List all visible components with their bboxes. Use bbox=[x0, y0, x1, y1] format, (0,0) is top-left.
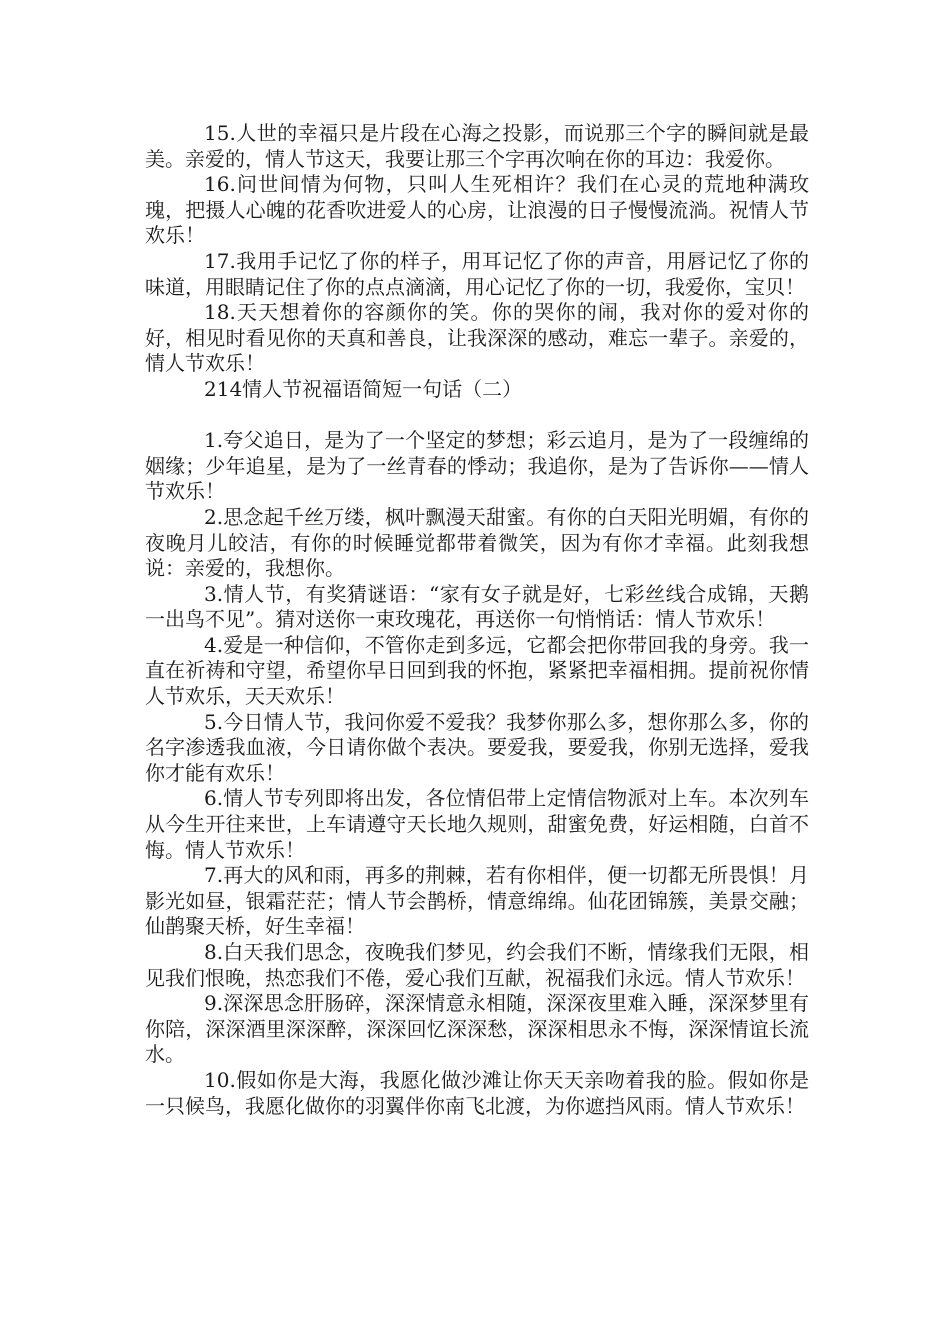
wish-item-2: 2.思念起千丝万缕，枫叶飘漫天甜蜜。有你的白天阳光明媚，有你的夜晚月儿皎洁，有你的时候睡觉都带着微笑，因为有你才幸福。此刻我想说：亲爱的，我想你。 bbox=[145, 504, 809, 581]
blank-line bbox=[145, 403, 809, 429]
wish-item-7: 7.再大的风和雨，再多的荆棘，若有你相伴，便一切都无所畏惧！月影光如昼，银霜茫茫；情人节会鹊桥，情意绵绵。仙花团锦簇，美景交融；仙鹊聚天桥，好生幸福！ bbox=[145, 863, 809, 939]
section-heading: 214情人节祝福语简短一句话（二） bbox=[204, 376, 523, 401]
wish-item-10: 10.假如你是大海，我愿化做沙滩让你天天亲吻着我的脸。假如你是一只候鸟，我愿化做你的羽翼伴你南飞北渡，为你遮挡风雨。情人节欢乐！ bbox=[145, 1067, 809, 1118]
wish-item-3: 3.情人节，有奖猜谜语：“家有女子就是好，七彩丝线合成锦，天鹅一出鸟不见”。猜对送你一束玫瑰花，再送你一句悄悄话：情人节欢乐！ bbox=[145, 581, 809, 632]
wish-item-17: 17.我用手记忆了你的样子，用耳记忆了你的声音，用唇记忆了你的味道，用眼睛记住了你的点点滴滴，用心记忆了你的一切，我爱你，宝贝！ bbox=[145, 248, 809, 299]
wish-item-4: 4.爱是一种信仰，不管你走到多远，它都会把你带回我的身旁。我一直在祈祷和守望，希望你早日回到我的怀抱，紧紧把幸福相拥。提前祝你情人节欢乐，天天欢乐！ bbox=[145, 632, 809, 709]
wish-item-18: 18.天天想着你的容颜你的笑。你的哭你的闹，我对你的爱对你的好，相见时看见你的天真和善良，让我深深的感动，难忘一辈子。亲爱的，情人节欢乐！ bbox=[145, 300, 809, 376]
wish-item-16: 16.问世间情为何物，只叫人生死相许？我们在心灵的荒地种满玫瑰，把摄人心魄的花香吹进爱人的心房，让浪漫的日子慢慢流淌。祝情人节欢乐！ bbox=[145, 172, 809, 248]
document-body bbox=[145, 121, 809, 1119]
wish-item-5: 5.今日情人节，我问你爱不爱我？我梦你那么多，想你那么多，你的名字渗透我血液，今日请你做个表决。要爱我，要爱我，你别无选择，爱我你才能有欢乐！ bbox=[145, 709, 809, 785]
wish-item-6: 6.情人节专列即将出发，各位情侣带上定情信物派对上车。本次列车从今生开往来世，上车请遵守天长地久规则，甜蜜免费，好运相随，白首不悔。情人节欢乐！ bbox=[145, 786, 809, 862]
wish-item-8: 8.白天我们思念，夜晚我们梦见，约会我们不断，情缘我们无限，相见我们恨晚，热恋我们不倦，爱心我们互献，祝福我们永远。情人节欢乐！ bbox=[145, 940, 809, 990]
wish-item-15: 15.人世的幸福只是片段在心海之投影，而说那三个字的瞬间就是最美。亲爱的，情人节这天，我要让那三个字再次响在你的耳边：我爱你。 bbox=[145, 121, 809, 171]
wish-item-9: 9.深深思念肝肠碎，深深情意永相随，深深夜里难入睡，深深梦里有你陪，深深酒里深深醉，深深回忆深深愁，深深相思永不悔，深深情谊长流水。 bbox=[145, 991, 809, 1067]
wish-item-1: 1.夸父追日，是为了一个坚定的梦想；彩云追月，是为了一段缠绵的姻缘；少年追星，是为了一丝青春的悸动；我追你，是为了告诉你——情人节欢乐！ bbox=[145, 428, 809, 504]
